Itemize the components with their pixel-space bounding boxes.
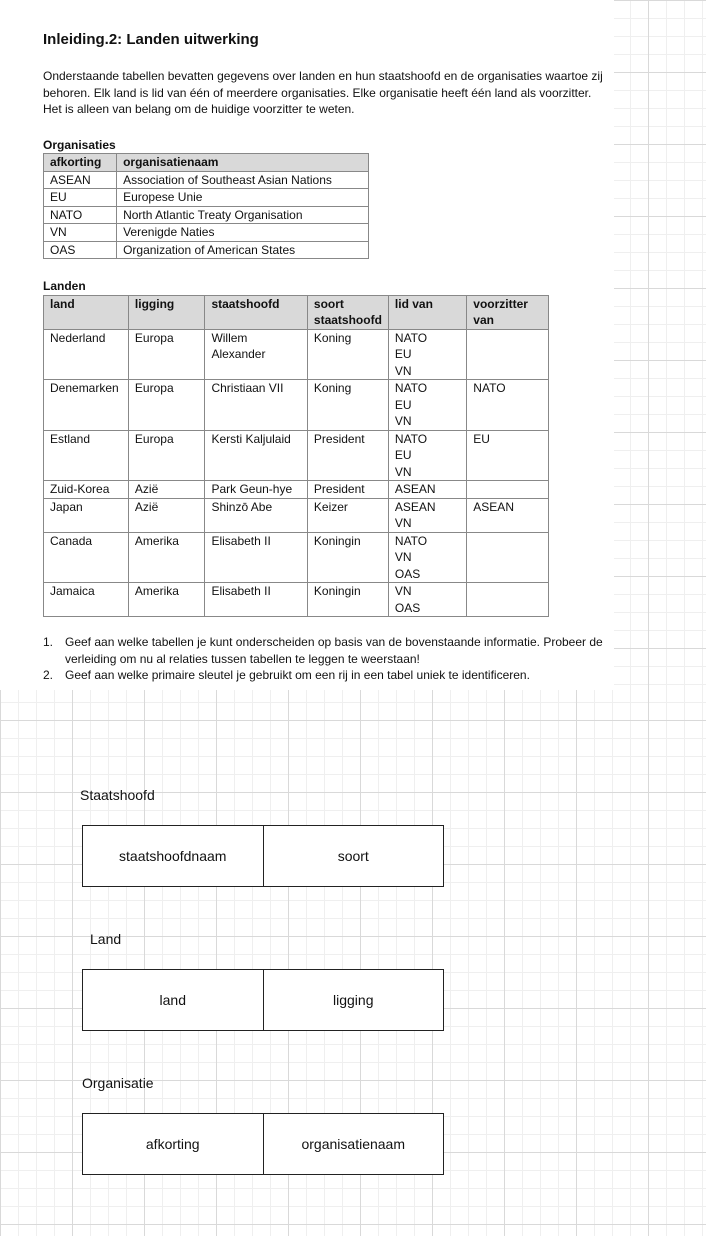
landen-table <box>43 295 549 618</box>
list-item <box>43 667 608 684</box>
table-row <box>44 430 549 481</box>
table-cell: Europa <box>128 329 205 380</box>
table-cell: Koningin <box>307 583 388 617</box>
table-row <box>44 329 549 380</box>
question-text: Geef aan welke primaire sleutel je gebruikt om een rij in een tabel uniek te identificeren. <box>65 668 530 682</box>
intro-paragraph: Onderstaande tabellen bevatten gegevens over landen en hun staatshoofd en de organisaties waartoe zij behoren. Elk land is lid van één of meerdere organisaties. Elke organisatie heeft één land als voorzitter. Het is alleen van belang om de huidige voorzitter te weten. <box>43 69 603 116</box>
page-title: Inleiding.2: Landen uitwerking <box>43 31 259 48</box>
organisaties-table <box>43 153 369 259</box>
column-header: ligging <box>128 295 205 329</box>
table-row <box>44 206 369 224</box>
membership-item: VN <box>394 363 412 378</box>
table-cell: NATO <box>44 206 117 224</box>
table-cell <box>467 329 549 380</box>
table-cell: VN <box>44 224 117 242</box>
table-row <box>44 498 549 532</box>
column-header: land <box>44 295 129 329</box>
landen-table-body <box>44 329 549 617</box>
membership-item: VN <box>394 584 412 598</box>
document-page <box>0 0 614 690</box>
table-cell <box>467 532 549 583</box>
table-cell: Japan <box>44 498 129 532</box>
membership-item: NATO <box>394 431 428 446</box>
table-cell <box>467 481 549 499</box>
membership-item: EU <box>394 448 412 462</box>
table-cell: Keizer <box>307 498 388 532</box>
attribute-cell[interactable]: soort <box>263 826 444 886</box>
table-cell <box>467 583 549 617</box>
entity-box-organisatie[interactable] <box>82 1113 444 1175</box>
table-cell: Association of Southeast Asian Nations <box>117 171 369 189</box>
table-cell: NATO <box>467 380 549 431</box>
table-cell: Denemarken <box>44 380 129 431</box>
table-cell: Amerika <box>128 583 205 617</box>
document-content <box>43 30 608 684</box>
table-cell: Park Geun-hye <box>205 481 307 499</box>
table-row <box>44 171 369 189</box>
table-cell: Willem Alexander <box>205 329 307 380</box>
membership-item: VN <box>394 550 412 564</box>
table-cell <box>388 583 466 617</box>
question-list <box>43 634 608 684</box>
membership-item: VN <box>394 414 412 428</box>
table-cell: Koning <box>307 329 388 380</box>
table-header-row <box>44 154 369 172</box>
attribute-cell[interactable]: organisatienaam <box>263 1114 444 1174</box>
table-row <box>44 380 549 431</box>
table-cell: Zuid-Korea <box>44 481 129 499</box>
table-cell: EU <box>467 430 549 481</box>
question-text: Geef aan welke tabellen je kunt onderscheiden op basis van de bovenstaande informatie. Probeer de verleiding om nu al relaties tussen tabellen te leggen te weerstaan! <box>65 635 603 666</box>
table-row <box>44 224 369 242</box>
table-cell: Organization of American States <box>117 241 369 259</box>
entity-label-organisatie: Organisatie <box>82 1075 154 1091</box>
membership-item: OAS <box>394 566 421 581</box>
table-cell: OAS <box>44 241 117 259</box>
table-cell: President <box>307 430 388 481</box>
entity-box-land[interactable] <box>82 969 444 1031</box>
membership-item: NATO <box>394 330 428 345</box>
membership-item: VN <box>394 464 412 479</box>
membership-item: OAS <box>394 600 421 615</box>
table-cell: President <box>307 481 388 499</box>
table-row <box>44 532 549 583</box>
table-cell: Jamaica <box>44 583 129 617</box>
column-header: organisatienaam <box>117 154 369 172</box>
table-cell: Azië <box>128 498 205 532</box>
table-cell: Shinzō Abe <box>205 498 307 532</box>
column-header: afkorting <box>44 154 117 172</box>
entity-box-staatshoofd[interactable] <box>82 825 444 887</box>
attribute-cell[interactable]: land <box>159 992 186 1008</box>
table-row <box>44 481 549 499</box>
table-cell: Canada <box>44 532 129 583</box>
landen-title: Landen <box>43 279 86 293</box>
column-header: soort staatshoofd <box>307 295 388 329</box>
table-cell: Christiaan VII <box>205 380 307 431</box>
membership-item: VN <box>394 516 412 530</box>
table-cell: Kersti Kaljulaid <box>205 430 307 481</box>
table-cell: Elisabeth II <box>205 532 307 583</box>
table-cell: Europa <box>128 380 205 431</box>
table-header-row <box>44 295 549 329</box>
table-cell: Amerika <box>128 532 205 583</box>
column-header: voorzitter van <box>467 295 549 329</box>
table-cell <box>388 481 466 499</box>
membership-item: EU <box>394 397 412 412</box>
table-cell: Elisabeth II <box>205 583 307 617</box>
table-cell: Nederland <box>44 329 129 380</box>
table-row <box>44 241 369 259</box>
list-number: 2. <box>43 668 54 682</box>
table-cell: Europa <box>128 430 205 481</box>
table-cell <box>388 498 466 532</box>
table-cell: Koning <box>307 380 388 431</box>
entity-label-land: Land <box>90 931 122 947</box>
column-header: lid van <box>388 295 466 329</box>
organisaties-title: Organisaties <box>43 137 116 152</box>
table-cell: ASEAN <box>467 498 549 532</box>
table-cell <box>388 380 466 431</box>
table-cell <box>388 329 466 380</box>
table-cell: Azië <box>128 481 205 499</box>
table-cell: Europese Unie <box>117 189 369 207</box>
entity-label-staatshoofd: Staatshoofd <box>80 787 155 803</box>
list-item <box>43 634 608 667</box>
table-cell <box>388 430 466 481</box>
table-cell: North Atlantic Treaty Organisation <box>117 206 369 224</box>
table-row <box>44 189 369 207</box>
membership-item: ASEAN <box>394 499 436 514</box>
table-cell: Estland <box>44 430 129 481</box>
membership-item: ASEAN <box>394 482 436 496</box>
table-row <box>44 583 549 617</box>
table-cell: EU <box>44 189 117 207</box>
membership-item: NATO <box>394 533 428 548</box>
table-cell: Koningin <box>307 532 388 583</box>
column-header: staatshoofd <box>205 295 307 329</box>
table-cell: Verenigde Naties <box>117 224 369 242</box>
membership-item: NATO <box>394 381 428 395</box>
membership-item: EU <box>394 347 412 361</box>
list-number: 1. <box>43 635 54 649</box>
attribute-cell[interactable]: staatshoofdnaam <box>119 848 227 864</box>
table-cell: ASEAN <box>44 171 117 189</box>
table-cell <box>388 532 466 583</box>
attribute-cell[interactable]: ligging <box>263 970 444 1030</box>
attribute-cell[interactable]: afkorting <box>145 1136 200 1152</box>
